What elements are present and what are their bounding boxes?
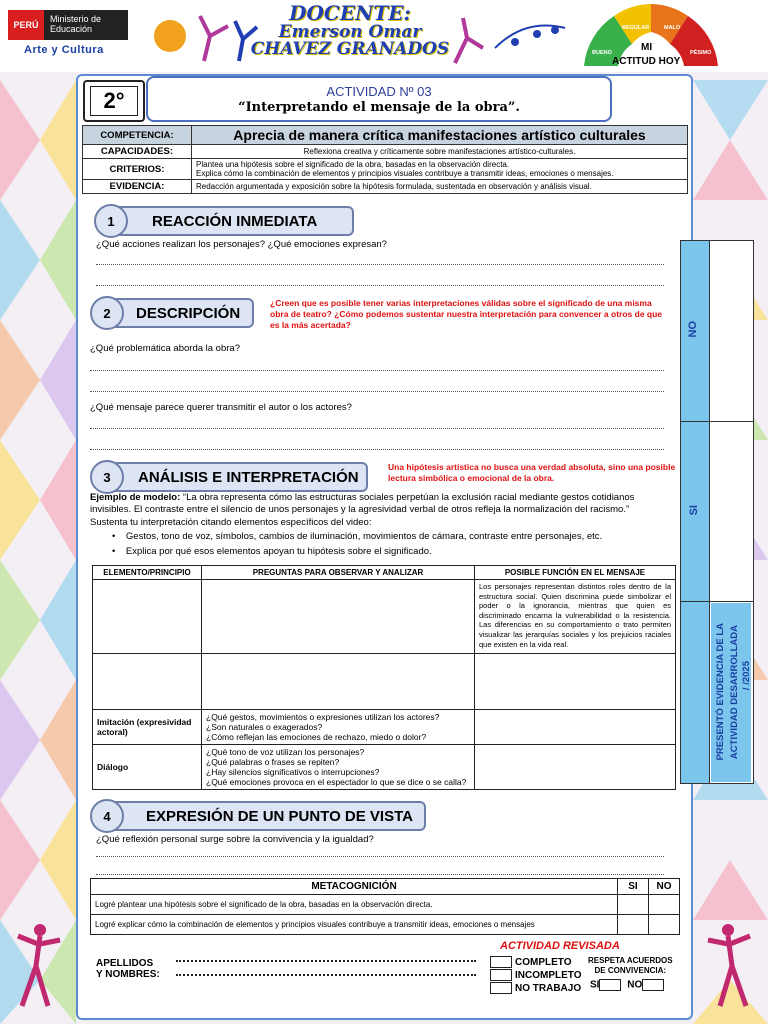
side-si-box[interactable] [710, 422, 752, 601]
option-incompleto [490, 969, 581, 982]
section3-instruction: Sustenta tu interpretación citando elementos específicos del video: [90, 517, 372, 528]
meta-checkbox[interactable] [649, 915, 680, 935]
apellidos-label: APELLIDOS [96, 958, 154, 969]
criterios-value [192, 159, 688, 180]
section1-title: REACCIÓN INMEDIATA [152, 212, 318, 230]
attitude-gauge [574, 4, 728, 70]
meta-item-2: Logré explicar cómo la combinación de elementos y principios visuales contribuye a transmitir ideas, emociones o mensajes [91, 915, 618, 935]
dancer-left-illustration [10, 920, 76, 1020]
side-evidence-1: PRESENTÓ EVIDENCIA DE LA [715, 623, 726, 761]
ministry-name: Ministerio de Educación [44, 10, 128, 40]
table-cell[interactable] [202, 580, 475, 654]
model-text: “La obra representa cómo las estructuras sociales perpetúan la exclusión racial mediante gestos cotidianos invisibles. El contraste entre el silencio de unos personajes y la agresividad verbal de otros refleja la normalización del racismo.” [90, 492, 635, 515]
section3-note: Una hipótesis artística no busca una verdad absoluta, sino una posible lectura simbólica o emocional de la obra. [388, 462, 676, 483]
section4-number: 4 [90, 799, 124, 833]
section4-question: ¿Qué reflexión personal surge sobre la convivencia y la igualdad? [96, 834, 374, 845]
side-si-label: SI [688, 505, 700, 516]
teacher-banner [250, 2, 450, 58]
answer-line[interactable] [90, 391, 664, 392]
answer-line[interactable] [96, 856, 664, 857]
model-label: Ejemplo de modelo: [90, 492, 181, 503]
model-example [90, 492, 678, 516]
table-cell[interactable] [475, 745, 676, 790]
revisada-label: ACTIVIDAD REVISADA [500, 940, 620, 952]
gauge-label-pesimo: PÉSIMO [690, 50, 712, 56]
section2-heading [110, 298, 254, 328]
name-label [96, 958, 160, 980]
grade-value: 2° [90, 86, 138, 116]
activity-title: “Interpretando el mensaje de la obra”. [238, 100, 520, 115]
docente-label: DOCENTE: [289, 1, 411, 25]
teacher-name-line1: Emerson Omar [278, 22, 422, 42]
header-banner [0, 0, 768, 72]
evidence-side-panel [680, 240, 754, 784]
activity-number: ACTIVIDAD Nº 03 [326, 84, 432, 99]
grade-box [83, 80, 145, 122]
col-header-function: POSIBLE FUNCIÓN EN EL MENSAJE [475, 566, 676, 580]
answer-line[interactable] [96, 874, 664, 875]
evidencia-value: Redacción argumentada y exposición sobre la hipótesis formulada, sustentada en observación y análisis visual. [192, 180, 688, 194]
table-cell[interactable] [93, 580, 202, 654]
teacher-name-line2: CHAVEZ GRANADOS [250, 39, 450, 59]
bullet-2-text: Explica por qué esos elementos apoyan tu hipótesis sobre el significado. [125, 546, 432, 557]
meta-title: METACOGNICIÓN [91, 879, 618, 895]
competency-table [82, 125, 688, 194]
meta-item-1: Logré plantear una hipótesis sobre el significado de la obra, basadas en la observación directa. [91, 895, 618, 915]
row3-q2: ¿Son naturales o exagerados? [206, 722, 323, 732]
table-cell[interactable] [202, 654, 475, 710]
row3-questions [202, 710, 475, 745]
bullet-item: • Gestos, tono de voz, símbolos, cambios de iluminación, movimientos de cámara, contraste entre personajes, etc. [112, 531, 603, 542]
competencia-value: Aprecia de manera crítica manifestaciones artístico culturales [192, 126, 688, 145]
footer-area [84, 940, 684, 1000]
evidencia-label: EVIDENCIA: [83, 180, 192, 194]
incompleto-label: INCOMPLETO [515, 970, 582, 981]
row3-q1: ¿Qué gestos, movimientos o expresiones utilizan los actores? [206, 712, 440, 722]
section3-heading [110, 462, 368, 492]
dance-music-illustration [445, 8, 570, 66]
ministry-logo [8, 10, 128, 40]
metacognition-table [90, 878, 680, 935]
meta-checkbox[interactable] [618, 915, 649, 935]
row4-q1: ¿Qué tono de voz utilizan los personajes? [206, 747, 365, 757]
side-evidence-2: ACTIVIDAD DESARROLLADA [729, 625, 740, 760]
side-no-box[interactable] [710, 241, 752, 421]
respeta-label [588, 956, 673, 976]
bullet-item: • Explica por qué esos elementos apoyan tu hipótesis sobre el significado. [112, 546, 432, 557]
checkbox[interactable] [490, 969, 512, 981]
section3-title: ANÁLISIS E INTERPRETACIÓN [138, 468, 359, 486]
gauge-label-regular: REGULAR [622, 25, 650, 31]
answer-line[interactable] [96, 285, 664, 286]
competencia-label: COMPETENCIA: [83, 126, 192, 145]
table-cell[interactable] [475, 710, 676, 745]
row1-function: Los personajes representan distintos roles dentro de la estructura social. Quien discrimina puede simbolizar el poder o la ignorancia, mientras que quien es discriminado encarna la vulnerabilidad o la resistencia. Las diferencias en su comportamiento o trato permiten visualizar las jerarquías sociales y los prejuicios raciales que existen en la vida real. [475, 580, 676, 654]
row3-q3: ¿Cómo reflejan las emociones de rechazo, miedo o dolor? [206, 732, 427, 742]
row3-element: Imitación (expresividad actoral) [93, 710, 202, 745]
peru-label: PERÚ [8, 10, 44, 40]
criterio-2: Explica cómo la combinación de elementos y principios visuales contribuye a transmitir ideas, emociones o mensajes. [196, 169, 614, 178]
criterio-1: Plantea una hipótesis sobre el significado de la obra, basadas en la observación directa. [196, 160, 510, 169]
section1-heading [100, 206, 354, 236]
col-header-element: ELEMENTO/PRINCIPIO [93, 566, 202, 580]
activity-title-box [146, 76, 612, 122]
bullet-1-text: Gestos, tono de voz, símbolos, cambios de iluminación, movimientos de cámara, contraste entre personajes, etc. [125, 531, 603, 542]
respeta-line2: DE CONVIVENCIA: [594, 966, 667, 975]
section2-note: ¿Creen que es posible tener varias interpretaciones válidas sobre el significado de una misma obra de teatro? ¿Cómo podemos sustentar nuestra interpretación para convencer a otros de que es la más acertada? [270, 298, 663, 330]
side-date: / /2025 [741, 661, 752, 691]
section1-question: ¿Qué acciones realizan los personajes? ¿Qué emociones expresan? [96, 239, 387, 250]
answer-line[interactable] [90, 370, 664, 371]
col-header-questions: PREGUNTAS PARA OBSERVAR Y ANALIZAR [202, 566, 475, 580]
gauge-label-bueno: BUENO [592, 50, 612, 56]
row4-questions [202, 745, 475, 790]
section4-title: EXPRESIÓN DE UN PUNTO DE VISTA [146, 807, 413, 825]
name-line-1[interactable] [176, 960, 476, 962]
no-trabajo-label: NO TRABAJO [515, 983, 582, 994]
nombres-label: Y NOMBRES: [96, 969, 160, 980]
name-line-2[interactable] [176, 974, 476, 976]
criterios-label: CRITERIOS: [83, 159, 192, 180]
respeta-options [590, 979, 667, 991]
respeta-no-label: NO [627, 979, 643, 991]
meta-si-header: SI [618, 879, 649, 895]
section3-number: 3 [90, 460, 124, 494]
checkbox[interactable] [599, 979, 621, 991]
checkbox[interactable] [490, 982, 512, 994]
answer-line[interactable] [96, 264, 664, 265]
gauge-title-1: MI [641, 42, 653, 53]
gauge-title-2: ACTITUD HOY [612, 56, 681, 67]
option-no-trabajo [490, 982, 581, 995]
analysis-table [92, 565, 676, 790]
checkbox[interactable] [642, 979, 664, 991]
capacidades-label: CAPACIDADES: [83, 145, 192, 159]
respeta-si-label: SI [590, 979, 600, 991]
section4-heading [110, 801, 426, 831]
section2-question2: ¿Qué mensaje parece querer transmitir el autor o los actores? [90, 402, 352, 413]
review-options [490, 956, 581, 995]
option-completo [490, 956, 581, 969]
table-cell[interactable] [93, 654, 202, 710]
row4-q3: ¿Hay silencios significativos o interrupciones? [206, 767, 380, 777]
row4-q2: ¿Qué palabras o frases se repiten? [206, 757, 340, 767]
table-cell[interactable] [475, 654, 676, 710]
arte-cultura-logo: Arte y Cultura [24, 44, 104, 56]
section2-title: DESCRIPCIÓN [136, 304, 241, 322]
meta-checkbox[interactable] [618, 895, 649, 915]
answer-line[interactable] [90, 428, 664, 429]
row4-q4: ¿Qué emociones provoca en el espectador lo que se dice o se calla? [206, 777, 467, 787]
capacidades-value: Reflexiona creativa y críticamente sobre manifestaciones artístico-culturales. [192, 145, 688, 159]
section1-number: 1 [94, 204, 128, 238]
respeta-line1: RESPETA ACUERDOS [588, 956, 673, 965]
checkbox[interactable] [490, 956, 512, 968]
answer-line[interactable] [90, 449, 664, 450]
side-no-label: NO [687, 321, 699, 338]
section2-number: 2 [90, 296, 124, 330]
completo-label: COMPLETO [515, 957, 572, 968]
row4-element: Diálogo [93, 745, 202, 790]
meta-no-header: NO [649, 879, 680, 895]
section2-question1: ¿Qué problemática aborda la obra? [90, 343, 240, 354]
dancer-right-illustration [694, 920, 760, 1020]
meta-checkbox[interactable] [649, 895, 680, 915]
divider [681, 601, 753, 602]
gauge-label-malo: MALO [664, 25, 681, 31]
